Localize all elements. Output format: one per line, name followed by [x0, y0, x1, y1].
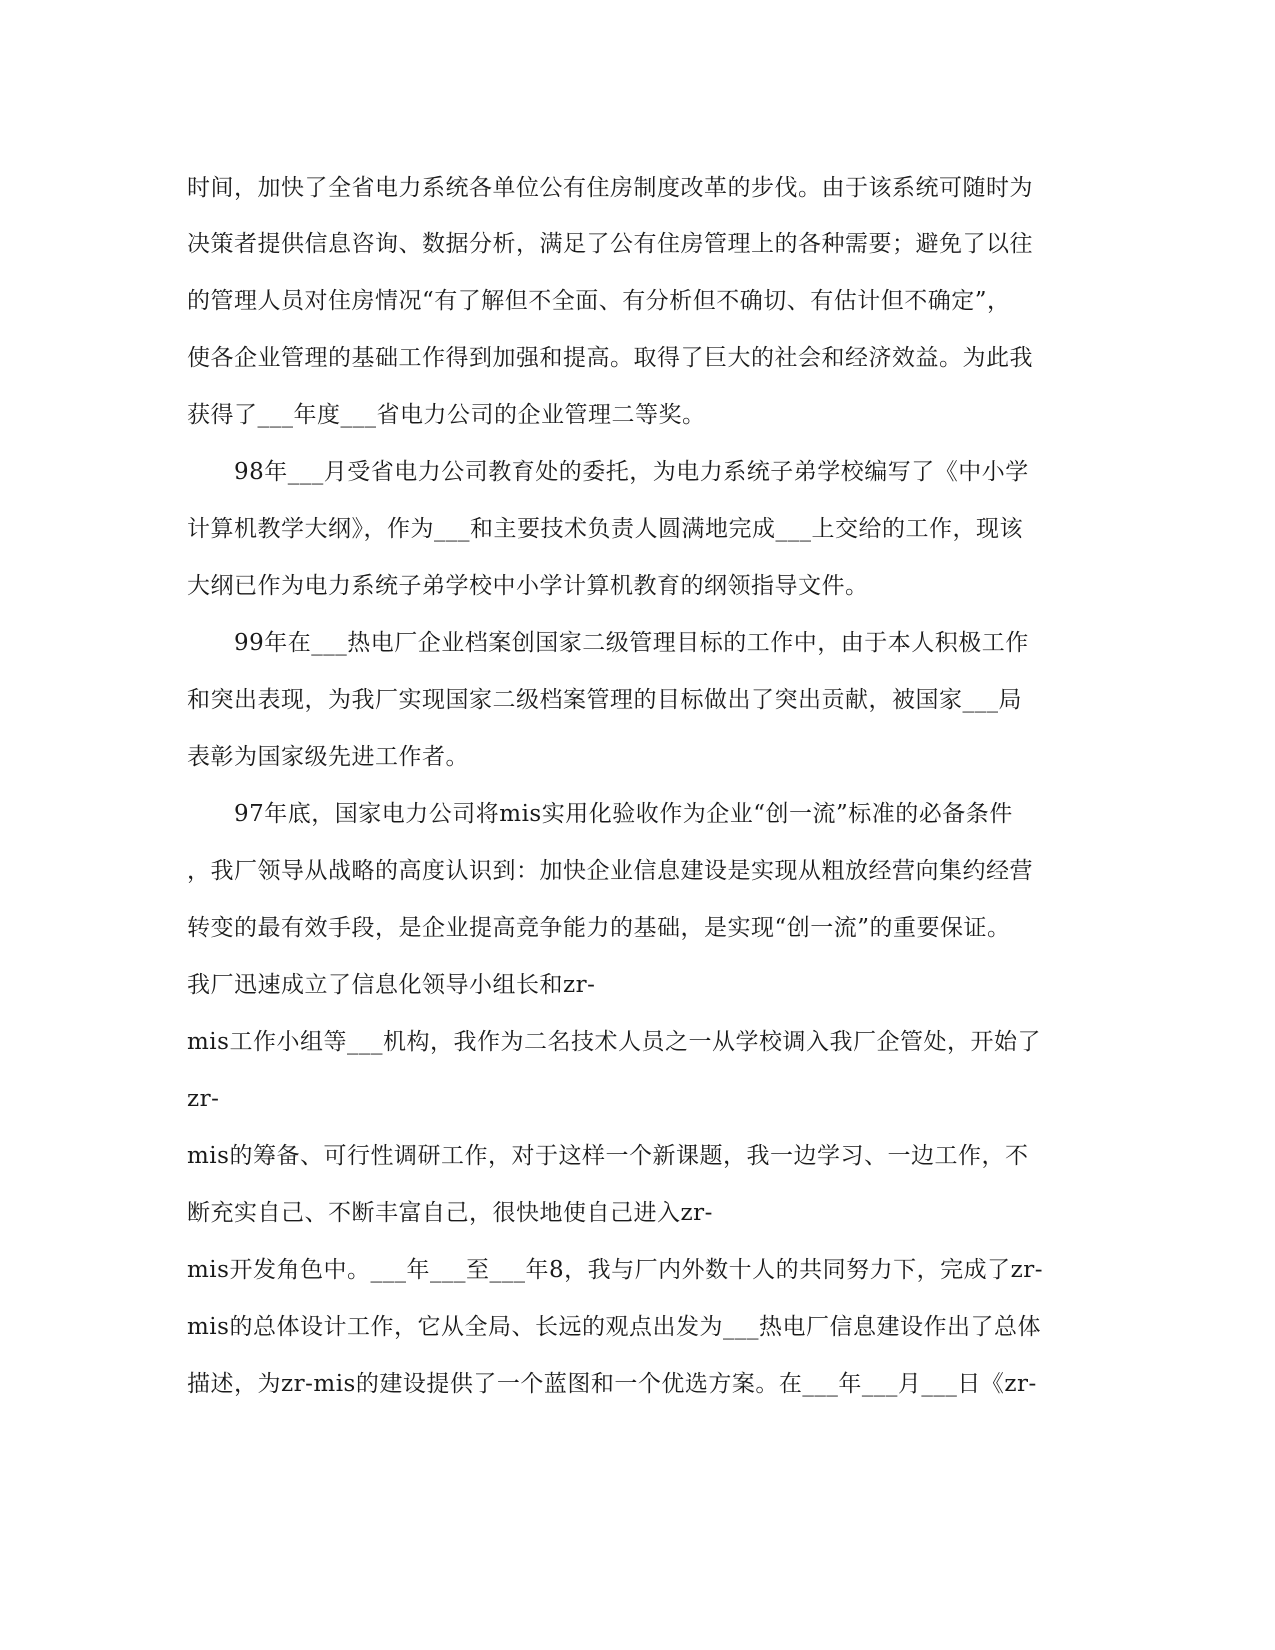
text-line: 计算机教学大纲》，作为___和主要技术负责人圆满地完成___上交给的工作，现该: [187, 516, 1023, 542]
text-line: zr-: [187, 1086, 220, 1112]
text-line: mis工作小组等___机构，我作为二名技术人员之一从学校调入我厂企管处，开始了: [187, 1029, 1041, 1055]
paragraph-start-line: 98年___月受省电力公司教育处的委托，为电力系统子弟学校编写了《中小学: [234, 459, 1029, 485]
text-line: 表彰为国家级先进工作者。: [187, 744, 469, 770]
text-line: mis的筹备、可行性调研工作，对于这样一个新课题，我一边学习、一边工作，不: [187, 1143, 1029, 1169]
text-line: 断充实自己、不断丰富自己，很快地使自己进入zr-: [187, 1200, 713, 1226]
text-line: 的管理人员对住房情况“有了解但不全面、有分析但不确切、有估计但不确定”，: [187, 288, 1011, 314]
text-line: ，我厂领导从战略的高度认识到：加快企业信息建设是实现从粗放经营向集约经营: [187, 858, 1033, 884]
text-line: 使各企业管理的基础工作得到加强和提高。取得了巨大的社会和经济效益。为此我: [187, 345, 1033, 371]
paragraph-start-line: 97年底，国家电力公司将mis实用化验收作为企业“创一流”标准的必备条件: [234, 801, 1013, 827]
paragraph-start-line: 99年在___热电厂企业档案创国家二级管理目标的工作中，由于本人积极工作: [234, 630, 1029, 656]
text-line: 获得了___年度___省电力公司的企业管理二等奖。: [187, 402, 706, 428]
text-line: 时间，加快了全省电力系统各单位公有住房制度改革的步伐。由于该系统可随时为: [187, 175, 1033, 201]
text-line: 转变的最有效手段，是企业提高竞争能力的基础，是实现“创一流”的重要保证。: [187, 915, 1011, 941]
text-line: 和突出表现，为我厂实现国家二级档案管理的目标做出了突出贡献，被国家___局: [187, 687, 1022, 713]
text-line: 描述，为zr-mis的建设提供了一个蓝图和一个优选方案。在___年___月___日《zr-: [187, 1371, 1037, 1397]
text-line: 我厂迅速成立了信息化领导小组长和zr-: [187, 972, 596, 998]
text-line: 大纲已作为电力系统子弟学校中小学计算机教育的纲领指导文件。: [187, 573, 869, 599]
text-line: mis开发角色中。___年___至___年8，我与厂内外数十人的共同努力下，完成了zr-: [187, 1257, 1043, 1283]
text-line: mis的总体设计工作，它从全局、长远的观点出发为___热电厂信息建设作出了总体: [187, 1314, 1041, 1340]
text-line: 决策者提供信息咨询、数据分析，满足了公有住房管理上的各种需要；避免了以往: [187, 231, 1033, 257]
